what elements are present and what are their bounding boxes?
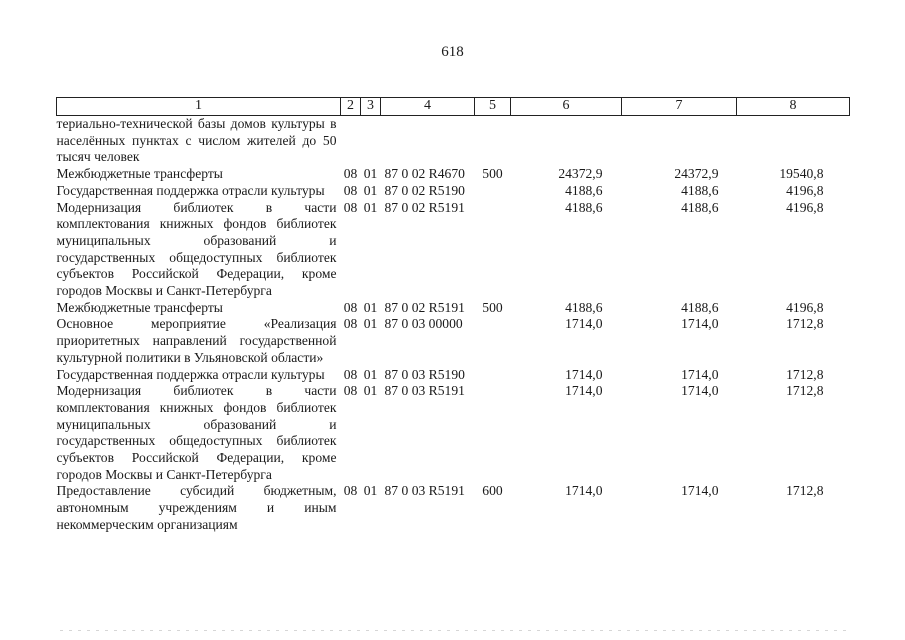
section-code-cell	[341, 116, 361, 167]
table-row	[57, 300, 850, 317]
amount-col8-cell: 19540,8	[779, 166, 824, 182]
row-name-text: Межбюджетные трансферты	[56, 166, 223, 182]
table-row	[57, 316, 850, 366]
amount-col7-cell: 4188,6	[681, 199, 719, 215]
amount-col6-cell: 4188,6	[565, 299, 603, 315]
amount-col7-cell: 1714,0	[681, 483, 719, 499]
amount-col8-cell	[737, 116, 850, 167]
page-number: 618	[441, 44, 464, 60]
row-name-text: Модернизация библиотек в части комплектования книжных фондов библиотек муниципальных образований и государственных общедоступных библиотек субъектов Российской Федерации, кроме городов Москвы и Санкт-Петербурга	[56, 383, 337, 482]
expense-type-cell: 600	[482, 483, 503, 499]
expense-type-cell	[475, 200, 511, 300]
row-name-text: Основное мероприятие «Реализация приоритетных направлений государственной культурной политики в Ульяновской области»	[56, 316, 337, 365]
budget-table	[56, 97, 850, 534]
row-name-text: териально-технической базы домов культуры в населённых пунктах с числом жителей до 50 тысяч человек	[56, 116, 337, 165]
row-name-cell	[57, 383, 341, 483]
target-article-cell	[381, 116, 475, 167]
amount-col8-cell: 4196,8	[786, 199, 824, 215]
target-article-cell: 87 0 03 R5190	[384, 366, 465, 382]
row-name-text: Государственная поддержка отрасли культуры	[56, 366, 325, 382]
target-article-cell: 87 0 02 R4670	[384, 166, 465, 182]
amount-col6-cell: 1714,0	[565, 366, 603, 382]
row-name-cell	[57, 367, 341, 384]
header-cell: 3	[361, 98, 381, 116]
row-name-cell	[57, 166, 341, 183]
amount-col7-cell	[622, 116, 737, 167]
expense-type-cell	[475, 116, 511, 167]
table-row	[57, 166, 850, 183]
target-article-cell: 87 0 02 R5191	[384, 299, 465, 315]
table-row	[57, 200, 850, 300]
row-name-cell	[57, 200, 341, 300]
subsection-code-cell: 01	[363, 299, 378, 315]
target-article-cell: 87 0 02 R5191	[384, 199, 465, 215]
table-row	[57, 367, 850, 384]
amount-col7-cell: 4188,6	[681, 299, 719, 315]
expense-type-cell	[475, 183, 511, 200]
subsection-code-cell: 01	[363, 182, 378, 198]
table-row	[57, 116, 850, 167]
subsection-code-cell: 01	[363, 383, 378, 399]
amount-col8-cell: 4196,8	[786, 299, 824, 315]
table-row	[57, 183, 850, 200]
subsection-code-cell: 01	[363, 199, 378, 215]
amount-col8-cell: 4196,8	[786, 182, 824, 198]
amount-col8-cell: 1712,8	[786, 483, 824, 499]
expense-type-cell	[475, 383, 511, 483]
amount-col8-cell: 1712,8	[786, 366, 824, 382]
amount-col7-cell: 1714,0	[681, 366, 719, 382]
amount-col6-cell: 1714,0	[565, 316, 603, 332]
target-article-cell: 87 0 03 00000	[384, 316, 463, 332]
header-cell: 4	[381, 98, 475, 116]
amount-col6-cell: 1714,0	[565, 483, 603, 499]
amount-col6-cell: 4188,6	[565, 182, 603, 198]
amount-col7-cell: 4188,6	[681, 182, 719, 198]
subsection-code-cell: 01	[363, 366, 378, 382]
row-name-cell	[57, 183, 341, 200]
subsection-code-cell	[361, 116, 381, 167]
amount-col6-cell	[511, 116, 622, 167]
row-name-cell	[57, 300, 341, 317]
header-row	[57, 98, 850, 116]
amount-col6-cell: 4188,6	[565, 199, 603, 215]
amount-col8-cell: 1712,8	[786, 316, 824, 332]
amount-col7-cell: 1714,0	[681, 383, 719, 399]
section-code-cell: 08	[343, 383, 358, 399]
header-cell: 5	[475, 98, 511, 116]
header-cell: 8	[737, 98, 850, 116]
section-code-cell: 08	[343, 299, 358, 315]
table-row	[57, 383, 850, 483]
row-name-cell	[57, 116, 341, 167]
target-article-cell: 87 0 03 R5191	[384, 383, 465, 399]
subsection-code-cell: 01	[363, 166, 378, 182]
amount-col7-cell: 1714,0	[681, 316, 719, 332]
header-cell: 6	[511, 98, 622, 116]
section-code-cell: 08	[343, 366, 358, 382]
header-cell: 2	[341, 98, 361, 116]
section-code-cell: 08	[343, 166, 358, 182]
target-article-cell: 87 0 03 R5191	[384, 483, 465, 499]
subsection-code-cell: 01	[363, 483, 378, 499]
expense-type-cell	[475, 316, 511, 366]
section-code-cell: 08	[343, 316, 358, 332]
row-name-cell	[57, 483, 341, 533]
amount-col6-cell: 24372,9	[558, 166, 603, 182]
amount-col8-cell: 1712,8	[786, 383, 824, 399]
subsection-code-cell: 01	[363, 316, 378, 332]
row-name-text: Межбюджетные трансферты	[56, 299, 223, 315]
scan-artifact-line	[60, 630, 850, 631]
amount-col6-cell: 1714,0	[565, 383, 603, 399]
section-code-cell: 08	[343, 483, 358, 499]
row-name-text: Модернизация библиотек в части комплектования книжных фондов библиотек муниципальных образований и государственных общедоступных библиотек субъектов Российской Федерации, кроме городов Москвы и Санкт-Петербурга	[56, 199, 337, 299]
expense-type-cell: 500	[482, 299, 503, 315]
section-code-cell: 08	[343, 182, 358, 198]
table-row	[57, 483, 850, 533]
header-cell: 1	[57, 98, 341, 116]
amount-col7-cell: 24372,9	[674, 166, 719, 182]
row-name-cell	[57, 316, 341, 366]
row-name-text: Предоставление субсидий бюджетным, автономным учреждениям и иным некоммерческим организациям	[56, 483, 337, 532]
target-article-cell: 87 0 02 R5190	[384, 182, 465, 198]
expense-type-cell: 500	[482, 166, 503, 182]
section-code-cell: 08	[343, 199, 358, 215]
row-name-text: Государственная поддержка отрасли культуры	[56, 182, 325, 198]
expense-type-cell	[475, 367, 511, 384]
header-cell: 7	[622, 98, 737, 116]
